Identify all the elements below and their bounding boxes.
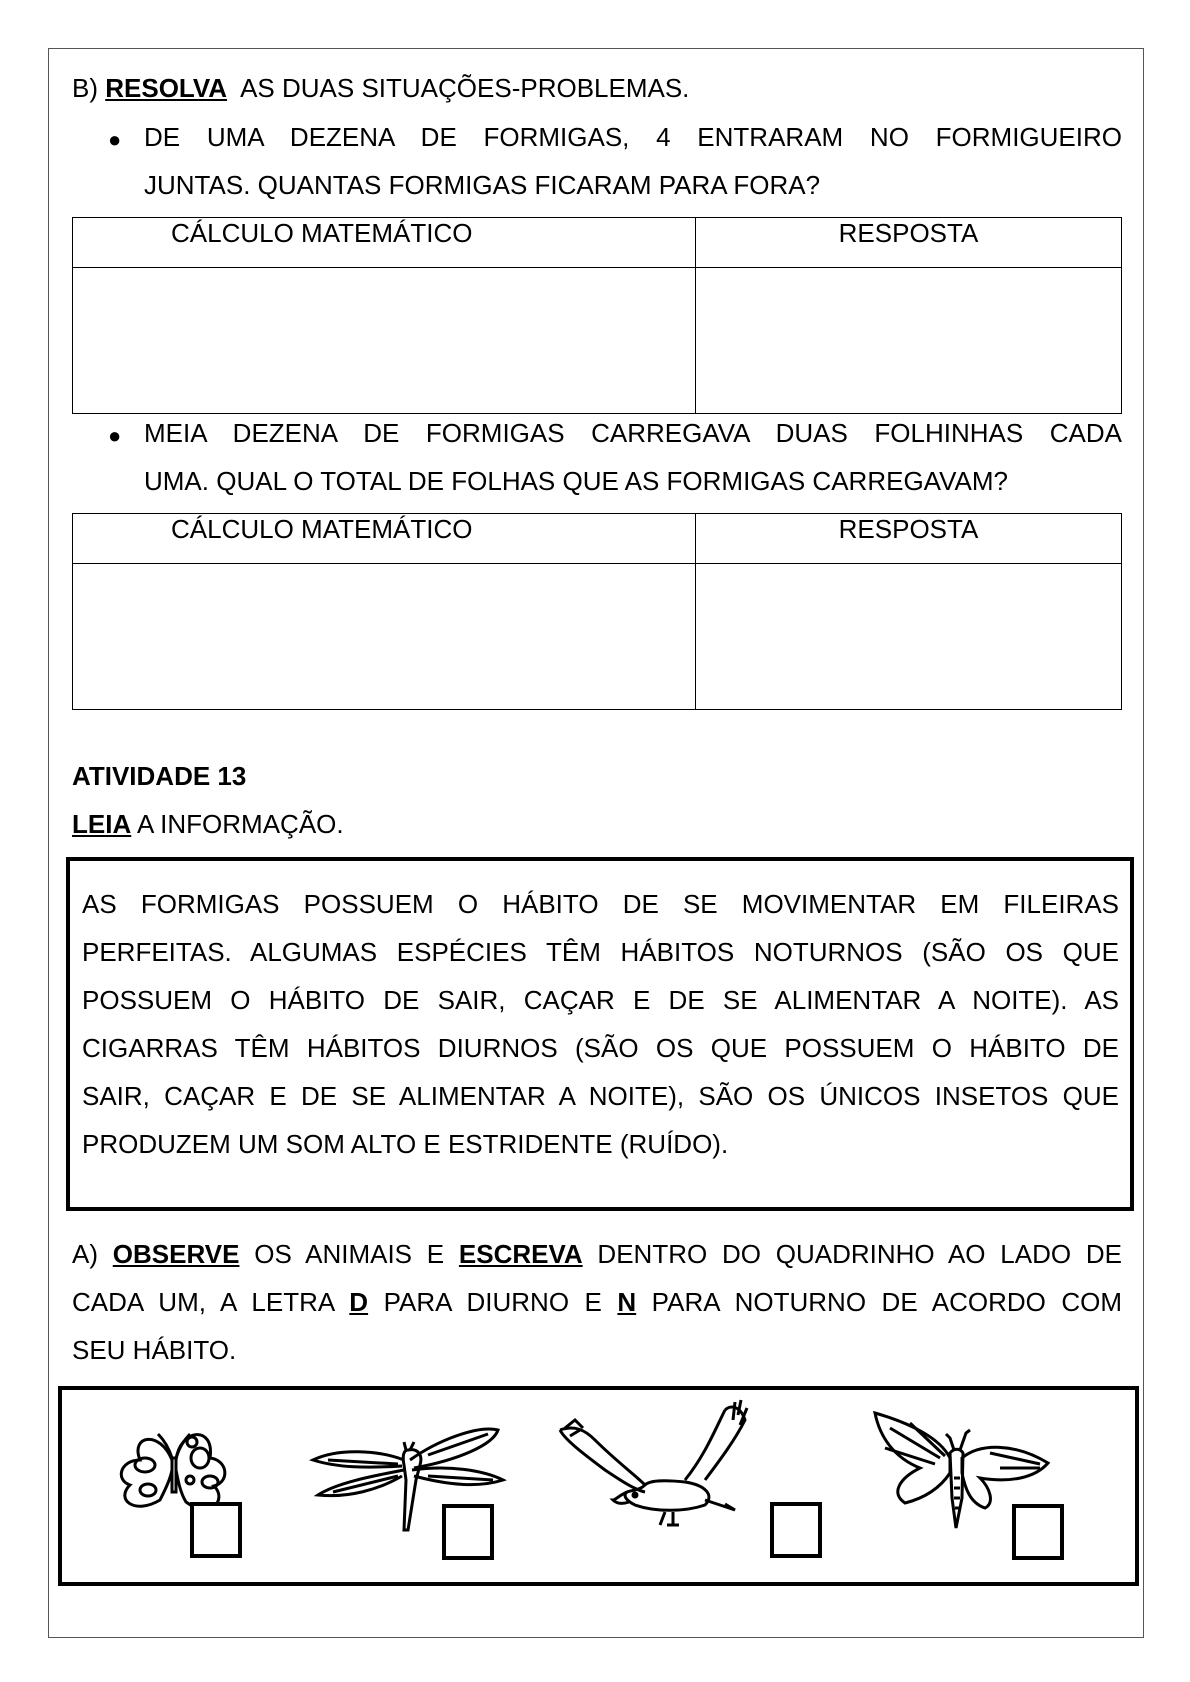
problem-2-table: [72, 513, 1122, 710]
problem-2-text: MEIA DEZENA DE FORMIGAS CARREGAVA DUAS FOLHINHAS CADA UMA. QUAL O TOTAL DE FOLHAS QUE AS FORMIGAS CARREGAVAM?: [144, 418, 1122, 496]
bullet-icon: ●: [108, 127, 122, 152]
letter-n: N: [617, 1287, 637, 1317]
escreva-verb: ESCREVA: [458, 1239, 583, 1269]
calc-header: CÁLCULO MATEMÁTICO: [73, 514, 696, 564]
calc-cell[interactable]: [73, 564, 696, 710]
answer-cell[interactable]: [696, 564, 1122, 710]
calc-cell[interactable]: [73, 268, 696, 414]
bullet-icon: ●: [108, 423, 122, 448]
answer-header: RESPOSTA: [696, 514, 1122, 564]
answer-cell[interactable]: [696, 268, 1122, 414]
answer-box-2[interactable]: [442, 1504, 494, 1560]
problem-1-text: DE UMA DEZENA DE FORMIGAS, 4 ENTRARAM NO FORMIGUEIRO JUNTAS. QUANTAS FORMIGAS FICARAM PARA FORA?: [144, 122, 1122, 200]
observe-verb: OBSERVE: [112, 1239, 240, 1269]
answer-box-4[interactable]: [1012, 1504, 1064, 1560]
problem-1-table: [72, 217, 1122, 414]
answer-box-3[interactable]: [770, 1502, 822, 1558]
letter-d: D: [349, 1287, 369, 1317]
answer-box-1[interactable]: [190, 1502, 242, 1558]
answer-header: RESPOSTA: [696, 218, 1122, 268]
leia-verb: LEIA: [72, 809, 132, 839]
section-a-instruction: A) OBSERVE OS ANIMAIS E ESCREVA DENTRO DO QUADRINHO AO LADO DE CADA UM, A LETRA D PARA DIURNO E N PARA NOTURNO DE ACORDO COM SEU HÁBITO.: [72, 1239, 1123, 1365]
info-text: AS FORMIGAS POSSUEM O HÁBITO DE SE MOVIMENTAR EM FILEIRAS PERFEITAS. ALGUMAS ESPÉCIES TÊM HÁBITOS NOTURNOS (SÃO OS QUE POSSUEM O HÁBITO DE SAIR, CAÇAR E DE SE ALIMENTAR A NOITE). AS CIGARRAS TÊM HÁBITOS DIURNOS (SÃO OS QUE POSSUEM O HÁBITO DE SAIR, CAÇAR E DE SE ALIMENTAR A NOITE), SÃO OS ÚNICOS INSETOS QUE PRODUZEM UM SOM ALTO E ESTRIDENTE (RUÍDO).: [82, 889, 1119, 1159]
section-b-heading: B) RESOLVA AS DUAS SITUAÇÕES-PROBLEMAS.: [72, 73, 690, 103]
read-instruction: LEIA A INFORMAÇÃO.: [72, 809, 344, 839]
resolva-verb: RESOLVA: [105, 73, 228, 103]
calc-header: CÁLCULO MATEMÁTICO: [73, 218, 696, 268]
eagle-icon: [555, 1400, 775, 1540]
activity-title: ATIVIDADE 13: [72, 761, 247, 791]
